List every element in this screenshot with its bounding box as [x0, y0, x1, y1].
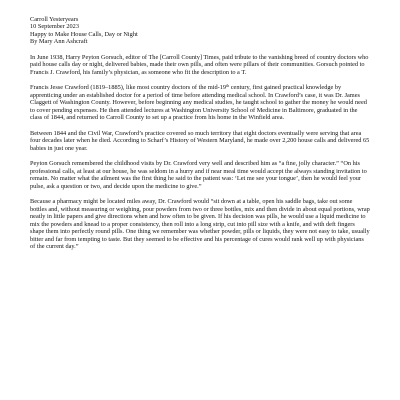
paragraph-4: Peyton Gorsuch remembered the childhood visits by Dr. Crawford very well and described him as “a fine, jolly character.” “On his professional calls, at least at our house, he was seldom in a hurry and if near meal time would accept the always standing invitation to remain. No matter what the ailment was the first thing he said to the patient was: ‘Let me see your tongue’, then he would feel your pulse, ask a question or two, and decide upon the medicine to give.”: [30, 159, 367, 190]
paragraph-1: In June 1938, Harry Peyton Gorsuch, editor of The [Carroll County] Times, paid tribute to the vanishing breed of country doctors who paid house calls day or night, delivered babies, made their own pills, and often were pillars of their communities. Gorsuch pointed to Francis J. Crawford, his family’s physician, as someone who fit the description to a T.: [30, 53, 369, 76]
column-name: Carroll Yesteryears: [30, 16, 79, 23]
article-date: 10 September 2023: [30, 23, 79, 31]
paragraph-2-text-start: Francis Jesse Crawford (1819–1885), like most country doctors of the mid-19: [30, 84, 227, 91]
ordinal-superscript: th: [226, 83, 230, 88]
paragraph-3: Between 1844 and the Civil War, Crawford’s practice covered so much territory that eight doctors eventually were serving that area four decades later when he died. According to Scharf’s History of Western Maryland, he made over 2,200 house calls and delivered 65 babies in just one year.: [30, 129, 370, 152]
article-title: Happy to Make House Calls, Day or Night: [30, 30, 138, 38]
paragraph-5: Because a pharmacy might be located miles away, Dr. Crawford would “sit down at a table, open his saddle bags, take out some bottles and, without measuring or weighing, pour powders from two or three bottles, mix and then divide in about equal portions, wrap neatly in little papers and give directions when and how often to be given. If his decision was pills, he would use a liquid medicine to mix the powders and knead to a proper consistency, then roll into a long strip, cut into pill size with a knife, and with deft fingers shape them into perfectly round pills. One thing we remember was whether powder, pills or liquids, they were not easy to take, usually bitter and far from tempting to taste. But they seemed to be effective and his percentage of cures would rank well up with physicians of the current day.”: [30, 197, 370, 251]
paragraph-2-text-end: century, first gained practical knowledge by apprenticing under an established doctor for a period of time before attending medical school. In Crawford’s case, it was Dr. James Claggett of Washington County. However, before beginning any medical studies, he taught school to gather the money he would need to cover pending expenses. He then attended lectures at Washington University School of Medicine in Baltimore, graduated in the class of 1844, and returned to Carroll County to set up a practice from his home in the Winfield area.: [30, 84, 367, 122]
byline: By Mary Ann Ashcraft: [30, 38, 88, 46]
paragraph-2: [30, 84, 370, 122]
article-header: [30, 16, 370, 46]
